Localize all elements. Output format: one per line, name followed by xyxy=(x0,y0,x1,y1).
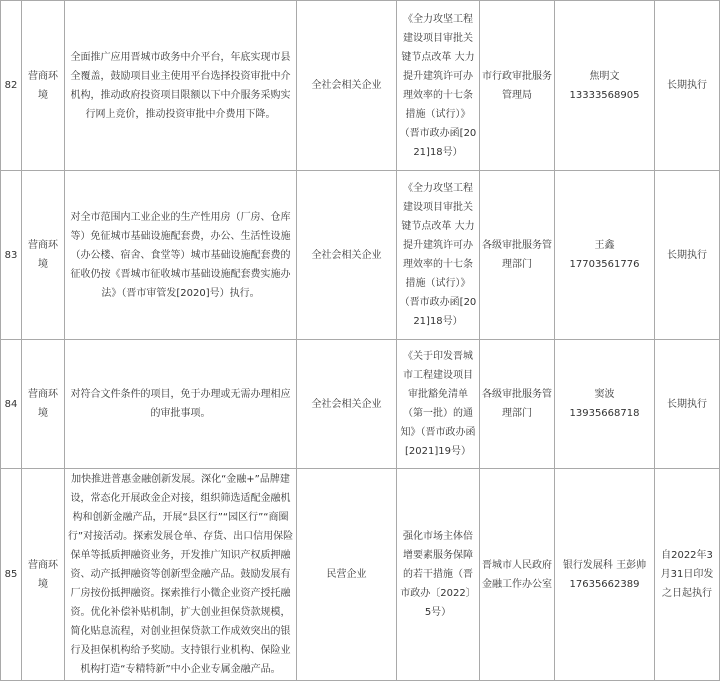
description-cell: 对符合文件条件的项目，免于办理或无需办理相应的审批事项。 xyxy=(65,340,297,469)
table-row xyxy=(1,340,720,469)
department-cell: 各级审批服务管理部门 xyxy=(480,171,555,340)
contact-phone: 13935668718 xyxy=(569,408,640,419)
contact-name: 王鑫 xyxy=(594,240,615,251)
policy-cell: 《关于印发晋城市工程建设项目审批豁免清单（第一批）的通知》（晋市政办函[2021]19号） xyxy=(397,340,480,469)
category-cell: 营商环境 xyxy=(22,469,65,681)
description-cell: 全面推广应用晋城市政务中介平台，年底实现市县全覆盖，鼓励项目业主使用平台选择投资审批中介机构，推动政府投资项目限额以下中介服务采购实行网上竞价，推动投资审批中介费用下降。 xyxy=(65,1,297,171)
row-number: 85 xyxy=(1,469,22,681)
contact-name: 银行发展科 王彭帅 xyxy=(562,559,647,571)
contact-name: 窦波 xyxy=(594,389,615,400)
term-cell: 长期执行 xyxy=(655,1,720,171)
target-cell: 全社会相关企业 xyxy=(297,340,397,469)
contact-cell xyxy=(555,1,655,171)
row-number: 84 xyxy=(1,340,22,469)
contact-phone: 13333568905 xyxy=(569,89,640,101)
row-number: 82 xyxy=(1,1,22,171)
table-row xyxy=(1,1,720,171)
contact-cell xyxy=(555,171,655,340)
policy-cell: 《全力攻坚工程建设项目审批关键节点改革 大力提升建筑许可办理效率的十七条措施（试行）》（晋市政办函[2021]18号） xyxy=(397,171,480,340)
department-cell: 晋城市人民政府金融工作办公室 xyxy=(480,469,555,681)
target-cell: 全社会相关企业 xyxy=(297,171,397,340)
term-cell: 长期执行 xyxy=(655,340,720,469)
policy-cell: 《全力攻坚工程建设项目审批关键节点改革 大力提升建筑许可办理效率的十七条措施（试行）》（晋市政办函[2021]18号） xyxy=(397,1,480,171)
term-cell: 自2022年3月31日印发之日起执行 xyxy=(655,469,720,681)
contact-phone: 17635662389 xyxy=(569,578,640,590)
department-cell: 市行政审批服务管理局 xyxy=(480,1,555,171)
contact-name: 焦明文 xyxy=(589,70,620,82)
description-cell: 对全市范围内工业企业的生产性用房（厂房、仓库等）免征城市基础设施配套费，办公、生活性设施（办公楼、宿舍、食堂等）城市基础设施配套费的征收仍按《晋城市征收城市基础设施配套费实施办法》（晋市审管发[2020]号）执行。 xyxy=(65,171,297,340)
table-row xyxy=(1,171,720,340)
policy-cell: 强化市场主体倍增要素服务保障的若干措施（晋市政办〔2022〕5号） xyxy=(397,469,480,681)
contact-cell xyxy=(555,469,655,681)
target-cell: 全社会相关企业 xyxy=(297,1,397,171)
category-cell: 营商环境 xyxy=(22,340,65,469)
target-cell: 民营企业 xyxy=(297,469,397,681)
row-number: 83 xyxy=(1,171,22,340)
contact-phone: 17703561776 xyxy=(569,259,640,270)
category-cell: 营商环境 xyxy=(22,171,65,340)
department-cell: 各级审批服务管理部门 xyxy=(480,340,555,469)
table-row xyxy=(1,469,720,681)
description-cell: 加快推进普惠金融创新发展。深化“金融+”品牌建设，常态化开展政金企对接，组织筛选适配金融机构和创新金融产品，开展“县区行”“园区行”“商圈行”对接活动。探索发展仓单、存货、出口信用保险保单等抵质押融资业务，开发推广知识产权质押融资、动产抵押融资等创新型金融产品。鼓励发展有厂房按份抵押融资。探索推行小微企业资产授托融资。优化补偿补贴机制，扩大创业担保贷款规模，简化贴息流程，对创业担保贷款工作成效突出的银行及担保机构给予奖励。支持银行业机构、保险业机构打造“专精特新”中小企业专属金融产品。 xyxy=(65,469,297,681)
category-cell: 营商环境 xyxy=(22,1,65,171)
contact-cell xyxy=(555,340,655,469)
term-cell: 长期执行 xyxy=(655,171,720,340)
